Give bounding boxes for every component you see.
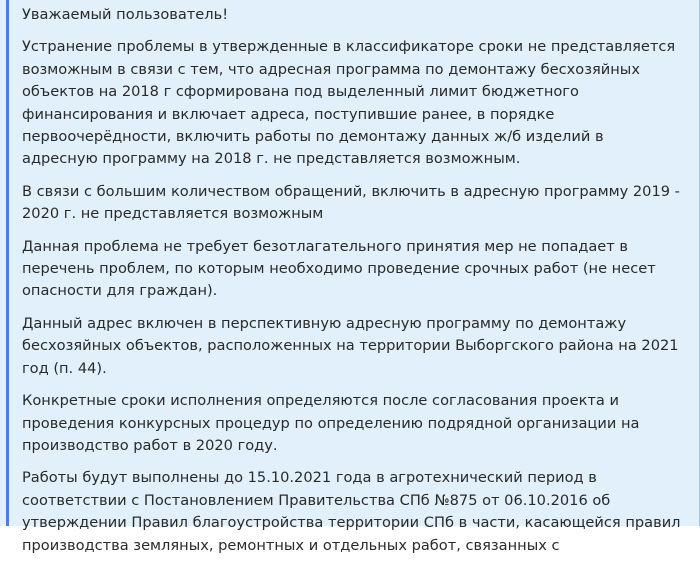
message-paragraph: Работы будут выполнены до 15.10.2021 года в агротехнический период в соответствии с Постановлением Правительства СПб №875 от 06.10.2016 об утверждении Правил благоустройства территории СПб в части, касающейся правил производства земляных, ремонтных и отдельных работ, связанных с (22, 469, 681, 554)
message-greeting: Уважаемый пользователь! (22, 6, 229, 23)
message-paragraph: Устранение проблемы в утвержденные в классификаторе сроки не представляется возможным в связи с тем, что адресная программа по демонтажу бесхозяйных объектов на 2018 г сформирована под выделенный лимит бюджетного финансирования и включает адреса, поступившие ранее, в порядке первоочерёдности, включить работы по демонтажу данных ж/б изделий в адресную программу на 2018 г. не представляется возможным. (22, 38, 676, 168)
message-paragraph: Данная проблема не требует безотлагательного принятия мер не попадает в перечень проблем, по которым необходимо проведение срочных работ (не несет опасности для граждан). (22, 237, 656, 300)
quote-accent-bar (6, 0, 9, 526)
message-paragraph: Конкретные сроки исполнения определяются после согласования проекта и проведения конкурсных процедур по определению подрядной организации на производство работ в 2020 году. (22, 392, 640, 454)
message-body (22, 4, 682, 567)
message-paragraph: Данный адрес включен в перспективную адресную программу по демонтажу бесхозяйных объектов, расположенных на территории Выборгского района на 2021 год (п. 44). (22, 314, 679, 377)
message-paragraph: В связи с большим количеством обращений, включить в адресную программу 2019 - 2020 г. не представляется возможным (22, 182, 680, 223)
